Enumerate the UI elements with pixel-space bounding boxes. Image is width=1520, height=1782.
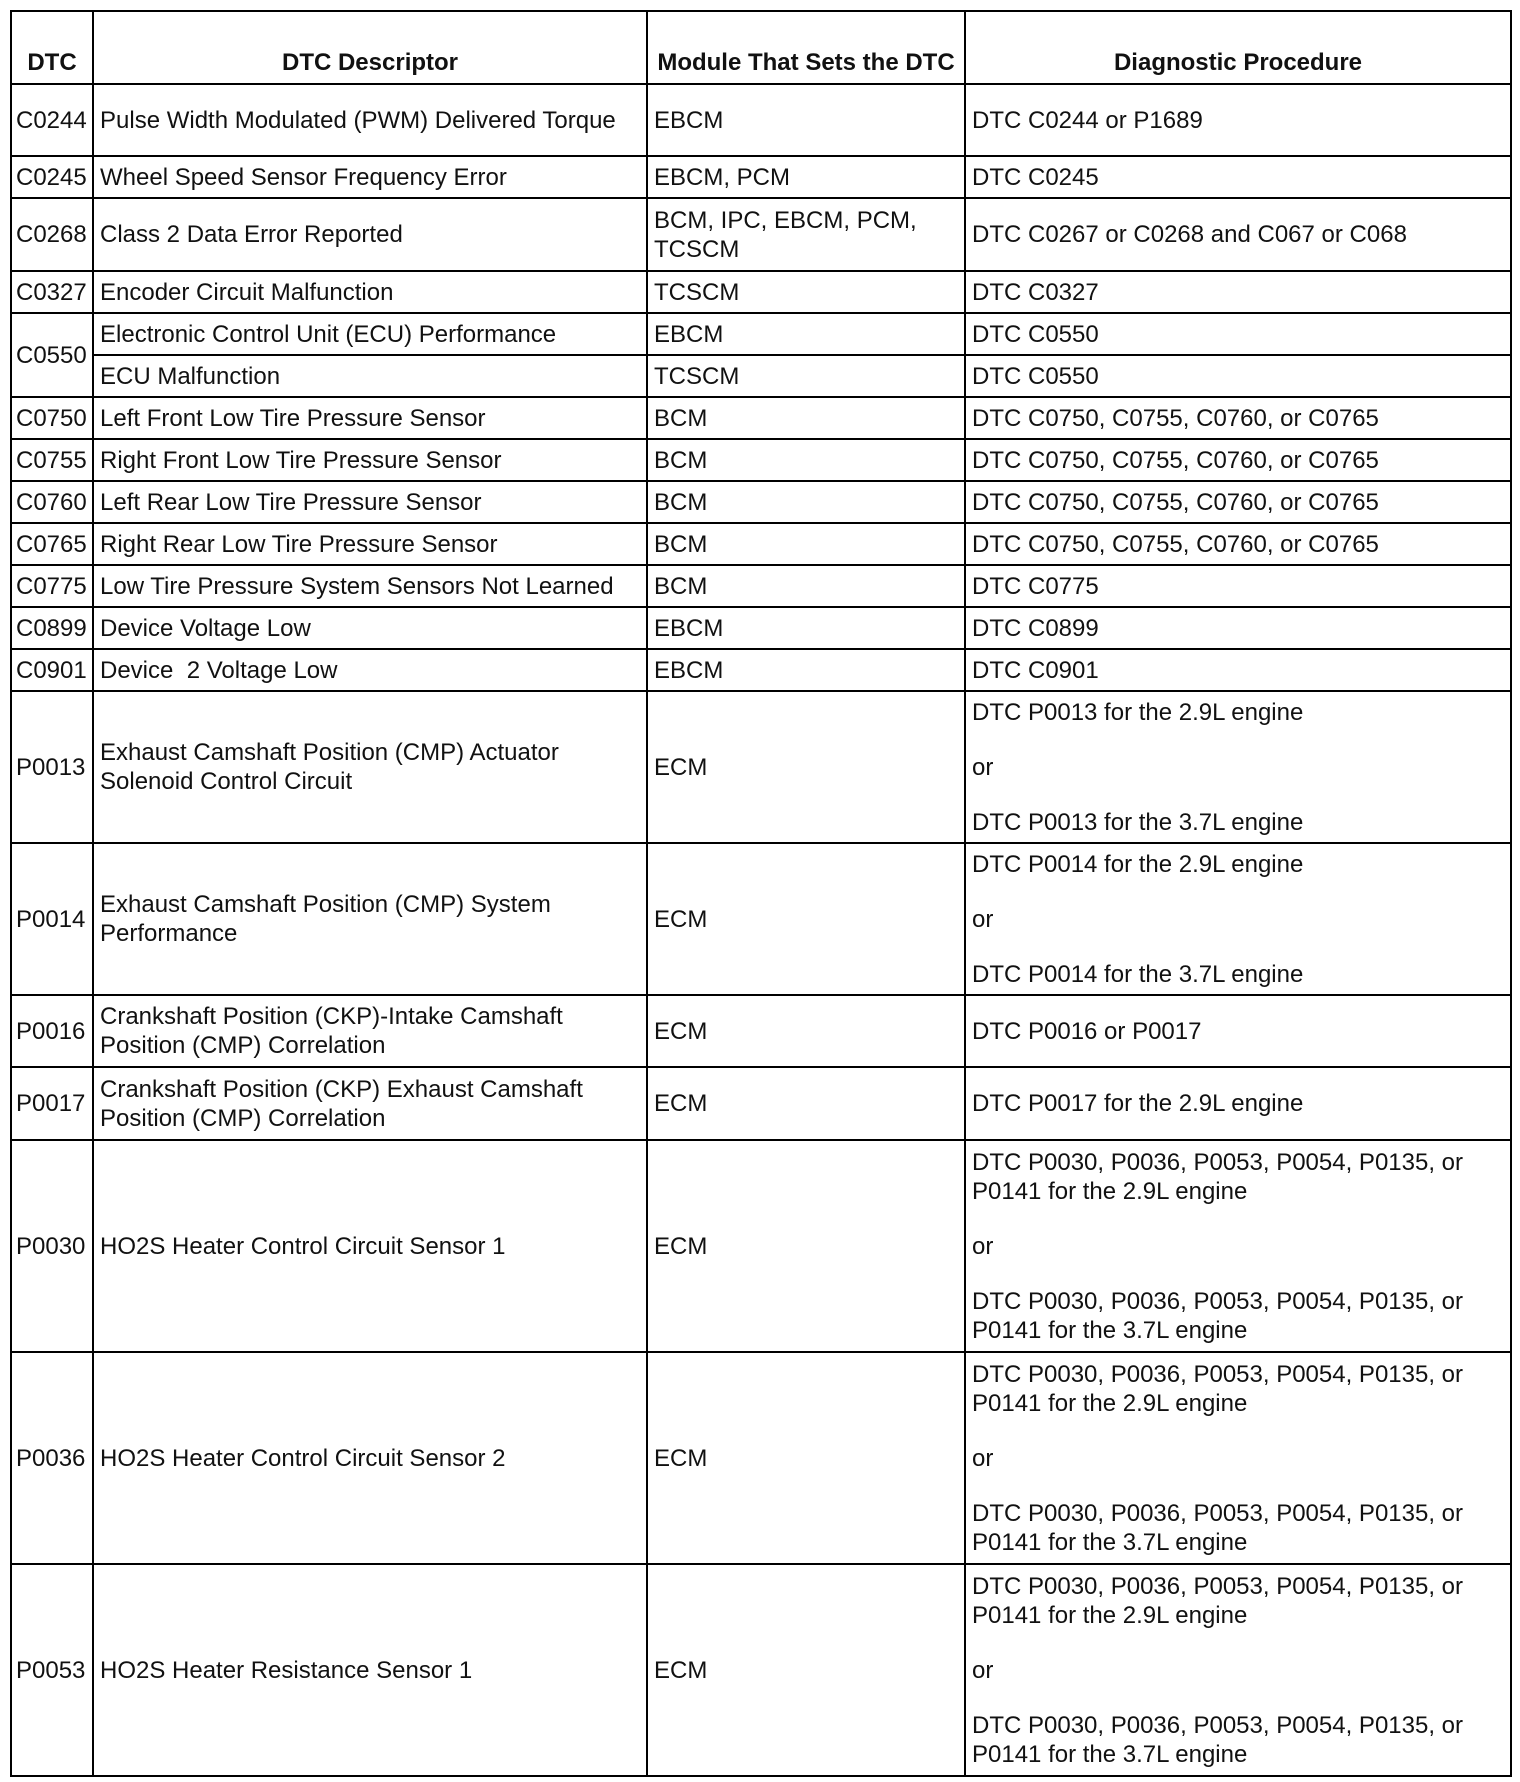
header-dtc: DTC xyxy=(11,11,93,84)
procedure-line: DTC C0327 xyxy=(972,278,1099,306)
table-row xyxy=(11,271,1511,313)
dtc-descriptor: HO2S Heater Control Circuit Sensor 1 xyxy=(93,1140,647,1352)
dtc-descriptor: HO2S Heater Resistance Sensor 1 xyxy=(93,1564,647,1776)
table-row xyxy=(11,481,1511,523)
dtc-descriptor: Low Tire Pressure System Sensors Not Learned xyxy=(93,565,647,607)
table-row xyxy=(11,523,1511,565)
module-cell: ECM xyxy=(647,843,965,995)
procedure-line: DTC P0013 for the 3.7L engine xyxy=(972,808,1304,836)
dtc-code: C0899 xyxy=(11,607,93,649)
dtc-descriptor: Device 2 Voltage Low xyxy=(93,649,647,691)
table-row xyxy=(11,565,1511,607)
procedure-cell xyxy=(965,691,1511,843)
procedure-line: DTC P0014 for the 2.9L engine xyxy=(972,850,1304,878)
module-cell: ECM xyxy=(647,1140,965,1352)
procedure-line: DTC C0775 xyxy=(972,572,1099,600)
procedure-line: DTC C0750, C0755, C0760, or C0765 xyxy=(972,530,1379,558)
module-cell: EBCM xyxy=(647,313,965,355)
table-row xyxy=(11,691,1511,843)
dtc-code: P0013 xyxy=(11,691,93,843)
dtc-code: P0053 xyxy=(11,1564,93,1776)
dtc-code: C0244 xyxy=(11,84,93,156)
dtc-descriptor: HO2S Heater Control Circuit Sensor 2 xyxy=(93,1352,647,1564)
module-cell: TCSCM xyxy=(647,271,965,313)
procedure-cell xyxy=(965,1067,1511,1140)
dtc-code: P0030 xyxy=(11,1140,93,1352)
procedure-line: DTC C0901 xyxy=(972,656,1099,684)
module-cell: BCM, IPC, EBCM, PCM, TCSCM xyxy=(647,198,965,271)
table-row xyxy=(11,1140,1511,1352)
table-row xyxy=(11,355,1511,397)
table-row xyxy=(11,156,1511,198)
procedure-line: DTC C0750, C0755, C0760, or C0765 xyxy=(972,488,1379,516)
table-row xyxy=(11,843,1511,995)
header-procedure: Diagnostic Procedure xyxy=(965,11,1511,84)
module-cell: BCM xyxy=(647,523,965,565)
procedure-line: or xyxy=(972,1444,994,1472)
procedure-cell xyxy=(965,843,1511,995)
procedure-line: DTC P0030, P0036, P0053, P0054, P0135, or P0141 for the 3.7L engine xyxy=(972,1711,1464,1768)
procedure-line: DTC C0550 xyxy=(972,362,1099,390)
table-row xyxy=(11,649,1511,691)
module-cell: BCM xyxy=(647,481,965,523)
procedure-line: DTC C0550 xyxy=(972,320,1099,348)
procedure-line: DTC P0030, P0036, P0053, P0054, P0135, or P0141 for the 2.9L engine xyxy=(972,1360,1464,1417)
procedure-cell xyxy=(965,156,1511,198)
procedure-line: DTC P0014 for the 3.7L engine xyxy=(972,960,1304,988)
dtc-code: P0016 xyxy=(11,995,93,1067)
module-cell: EBCM, PCM xyxy=(647,156,965,198)
procedure-line: DTC P0030, P0036, P0053, P0054, P0135, or P0141 for the 3.7L engine xyxy=(972,1287,1464,1344)
table-row xyxy=(11,313,1511,355)
header-module: Module That Sets the DTC xyxy=(647,11,965,84)
dtc-descriptor: Right Rear Low Tire Pressure Sensor xyxy=(93,523,647,565)
module-cell: ECM xyxy=(647,1564,965,1776)
module-cell: EBCM xyxy=(647,649,965,691)
dtc-table xyxy=(10,10,1512,1777)
procedure-line: DTC C0750, C0755, C0760, or C0765 xyxy=(972,446,1379,474)
dtc-code: C0750 xyxy=(11,397,93,439)
procedure-cell xyxy=(965,481,1511,523)
module-cell: ECM xyxy=(647,1067,965,1140)
dtc-descriptor: Exhaust Camshaft Position (CMP) Actuator Solenoid Control Circuit xyxy=(93,691,647,843)
header-row xyxy=(11,11,1511,84)
procedure-line: or xyxy=(972,1656,994,1684)
procedure-cell xyxy=(965,84,1511,156)
procedure-cell xyxy=(965,397,1511,439)
procedure-cell xyxy=(965,565,1511,607)
procedure-line: DTC P0016 or P0017 xyxy=(972,1017,1202,1045)
dtc-descriptor: Class 2 Data Error Reported xyxy=(93,198,647,271)
procedure-line: DTC C0267 or C0268 and C067 or C068 xyxy=(972,221,1407,248)
dtc-descriptor: Wheel Speed Sensor Frequency Error xyxy=(93,156,647,198)
dtc-code: C0755 xyxy=(11,439,93,481)
dtc-code: C0901 xyxy=(11,649,93,691)
procedure-cell xyxy=(965,607,1511,649)
dtc-code: C0245 xyxy=(11,156,93,198)
table-row xyxy=(11,995,1511,1067)
procedure-line: or xyxy=(972,1232,994,1260)
module-cell: TCSCM xyxy=(647,355,965,397)
procedure-cell xyxy=(965,313,1511,355)
dtc-code: P0036 xyxy=(11,1352,93,1564)
procedure-cell xyxy=(965,649,1511,691)
procedure-line: DTC P0030, P0036, P0053, P0054, P0135, or P0141 for the 2.9L engine xyxy=(972,1572,1464,1629)
procedure-line: or xyxy=(972,905,994,933)
dtc-descriptor: Encoder Circuit Malfunction xyxy=(93,271,647,313)
procedure-cell xyxy=(965,1352,1511,1564)
table-row xyxy=(11,1564,1511,1776)
procedure-cell xyxy=(965,355,1511,397)
procedure-cell xyxy=(965,995,1511,1067)
dtc-code: C0765 xyxy=(11,523,93,565)
module-cell: ECM xyxy=(647,995,965,1067)
dtc-code: C0268 xyxy=(11,198,93,271)
module-cell: BCM xyxy=(647,397,965,439)
dtc-code: P0014 xyxy=(11,843,93,995)
procedure-cell xyxy=(965,1140,1511,1352)
procedure-cell xyxy=(965,523,1511,565)
procedure-cell xyxy=(965,198,1511,271)
dtc-code: C0550 xyxy=(11,313,93,397)
module-cell: EBCM xyxy=(647,607,965,649)
module-cell: BCM xyxy=(647,439,965,481)
procedure-cell xyxy=(965,271,1511,313)
procedure-line: or xyxy=(972,753,994,781)
dtc-descriptor: Right Front Low Tire Pressure Sensor xyxy=(93,439,647,481)
header-descriptor: DTC Descriptor xyxy=(93,11,647,84)
table-row xyxy=(11,397,1511,439)
table-row xyxy=(11,198,1511,271)
dtc-descriptor: Pulse Width Modulated (PWM) Delivered Torque xyxy=(93,84,647,156)
procedure-cell xyxy=(965,1564,1511,1776)
dtc-descriptor: Crankshaft Position (CKP) Exhaust Camshaft Position (CMP) Correlation xyxy=(93,1067,647,1140)
dtc-descriptor: Device Voltage Low xyxy=(93,607,647,649)
dtc-descriptor: ECU Malfunction xyxy=(93,355,647,397)
procedure-line: DTC C0750, C0755, C0760, or C0765 xyxy=(972,404,1379,432)
table-row xyxy=(11,439,1511,481)
dtc-code: C0775 xyxy=(11,565,93,607)
dtc-descriptor: Electronic Control Unit (ECU) Performance xyxy=(93,313,647,355)
procedure-line: DTC P0013 for the 2.9L engine xyxy=(972,698,1304,726)
dtc-code: C0327 xyxy=(11,271,93,313)
procedure-line: DTC P0017 for the 2.9L engine xyxy=(972,1090,1304,1117)
table-row xyxy=(11,607,1511,649)
module-cell: BCM xyxy=(647,565,965,607)
table-row xyxy=(11,1067,1511,1140)
procedure-line: DTC C0245 xyxy=(972,163,1099,191)
procedure-line: DTC C0899 xyxy=(972,614,1099,642)
module-cell: ECM xyxy=(647,691,965,843)
module-cell: ECM xyxy=(647,1352,965,1564)
table-row xyxy=(11,84,1511,156)
module-cell: EBCM xyxy=(647,84,965,156)
dtc-descriptor: Left Front Low Tire Pressure Sensor xyxy=(93,397,647,439)
procedure-cell xyxy=(965,439,1511,481)
dtc-code: C0760 xyxy=(11,481,93,523)
procedure-line: DTC P0030, P0036, P0053, P0054, P0135, or P0141 for the 2.9L engine xyxy=(972,1148,1464,1205)
dtc-descriptor: Exhaust Camshaft Position (CMP) System Performance xyxy=(93,843,647,995)
dtc-descriptor: Crankshaft Position (CKP)-Intake Camshaft Position (CMP) Correlation xyxy=(93,995,647,1067)
dtc-descriptor: Left Rear Low Tire Pressure Sensor xyxy=(93,481,647,523)
dtc-code: P0017 xyxy=(11,1067,93,1140)
procedure-line: DTC C0244 or P1689 xyxy=(972,106,1203,134)
table-row xyxy=(11,1352,1511,1564)
procedure-line: DTC P0030, P0036, P0053, P0054, P0135, or P0141 for the 3.7L engine xyxy=(972,1499,1464,1556)
